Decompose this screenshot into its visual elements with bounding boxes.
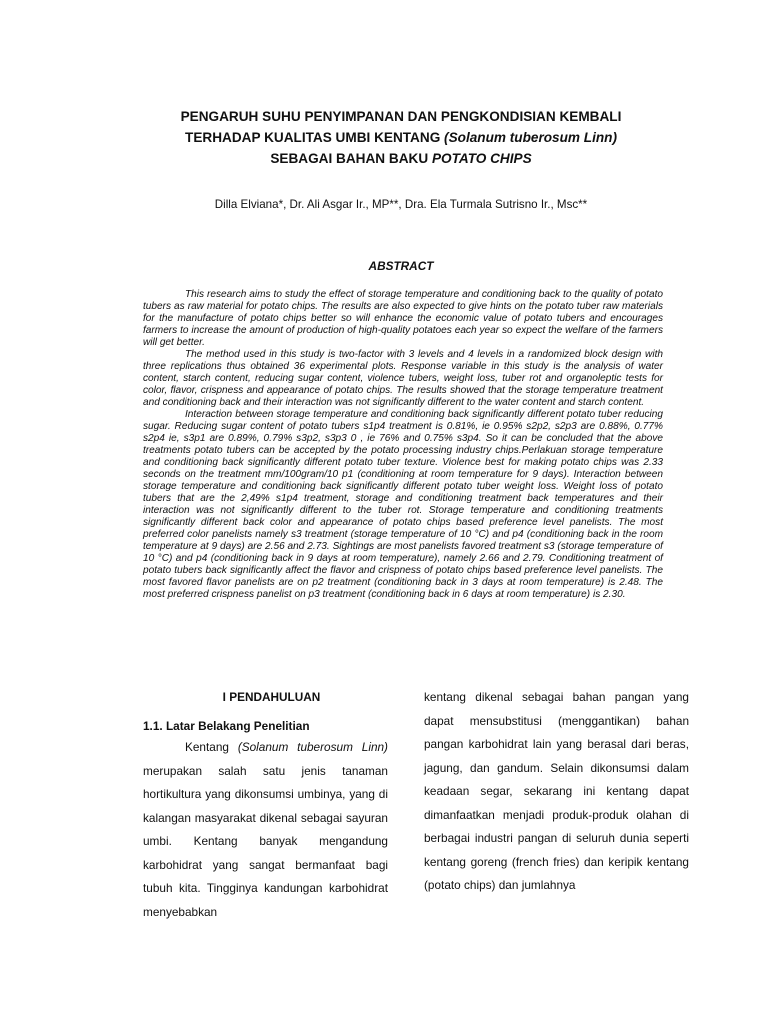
- title-line-2: [120, 127, 682, 148]
- body-paragraph: [143, 736, 388, 924]
- subsection-heading: 1.1. Latar Belakang Penelitian: [143, 719, 310, 733]
- abstract-paragraph: Interaction between storage temperature and conditioning back significantly different potato tuber reducing sugar. Reducing sugar content of potato tubers s1p4 treatment is 0.81%, ie 0.95% s2p2, s2p3 are 0.88%, 0.77% s2p4 ie, s3p1 are 0.89%, 0.79% s3p2, s3p3 0 , ie 76% and 0.75% s3p4. So it can be concluded that the above treatments potato tubers can be accepted by the potato processing industry chips.Perlakuan storage temperature and conditioning back significantly different potato tuber texture. Violence best for making potato chips was 2.33 seconds on the treatment mm/100gram/10 p1 (conditioning at room temperature for 9 days). Interaction between storage temperature and conditioning back significantly different potato tuber weight loss. Weight loss of potato tubers that are the 2,49% s1p4 treatment, storage and conditioning treatment back temperatures and their interaction was not significantly different to the tuber rot. Storage temperature and conditioning treatments significantly different back color and appearance of potato chips based preference level panelists. The most preferred color panelists namely s3 treatment (storage temperature of 10 °C) and p4 (conditioning back in the room temperature at 9 days) are 2.56 and 2.73. Sightings are most panelists favored treatment s3 (storage temperature of 10 °C) and p4 (conditioning back in 9 days at room temperature), namely 2.66 and 2.79. Conditioning treatment of potato tubers back significantly affect the flavor and crispness of potato chips based preference level panelists. The most favored flavor panelists are on p2 treatment (conditioning back in 3 days at room temperature) is 2.48. The most preferred crispness panelist on p3 treatment (conditioning back in 6 days at room temperature) is 2.30.: [143, 409, 663, 600]
- title-line-3: [120, 148, 682, 169]
- body-text-start: Kentang: [185, 740, 238, 754]
- title-line-2-text: TERHADAP KUALITAS UMBI KENTANG: [185, 130, 445, 145]
- paper-title: [120, 106, 682, 169]
- abstract-heading: ABSTRACT: [368, 259, 434, 273]
- author-list: Dilla Elviana*, Dr. Ali Asgar Ir., MP**, Dra. Ela Turmala Sutrisno Ir., Msc**: [214, 198, 588, 211]
- body-paragraph-continued: kentang dikenal sebagai bahan pangan yang dapat mensubstitusi (menggantikan) bahan pangan karbohidrat lain yang berasal dari beras, jagung, dan gandum. Selain dikonsumsi dalam keadaan segar, sekarang ini kentang dapat dimanfaatkan menjadi produk-produk olahan di berbagai industri pangan di seluruh dunia seperti kentang goreng (french fries) dan keripik kentang (potato chips) dan jumlahnya: [424, 690, 689, 892]
- body-text-rest: merupakan salah satu jenis tanaman hortikultura yang dikonsumsi umbinya, yang di kalangan masyarakat dikenal sebagai sayuran umbi. Kentang banyak mengandung karbohidrat yang sangat bermanfaat bagi tubuh kita. Tingginya kandungan karbohidrat menyebabkan: [143, 763, 388, 919]
- abstract-paragraph: This research aims to study the effect of storage temperature and conditioning back to the quality of potato tubers as raw material for potato chips. The results are also expected to give hints on the potato tuber raw materials for the manufacture of potato chips better so will enhance the economic value of potato tubers and encourages farmers to increase the amount of production of high-quality potatoes each year so expect the welfare of the farmers will get better.: [143, 289, 663, 348]
- title-line-3-text: SEBAGAI BAHAN BAKU: [270, 151, 432, 166]
- title-line-2-species: (Solanum tuberosum Linn): [444, 130, 617, 145]
- left-column: [143, 686, 388, 924]
- title-line-1: PENGARUH SUHU PENYIMPANAN DAN PENGKONDISIAN KEMBALI: [180, 109, 622, 124]
- body-species-name: (Solanum tuberosum Linn): [237, 740, 388, 754]
- abstract-body: [143, 289, 663, 601]
- title-line-3-italic: POTATO CHIPS: [431, 151, 532, 166]
- section-heading: I PENDAHULUAN: [222, 690, 321, 704]
- abstract-paragraph: The method used in this study is two-factor with 3 levels and 4 levels in a randomized block design with three replications thus obtained 36 experimental plots. Response variable in this study is the analysis of water content, starch content, reducing sugar content, violence tubers, weight loss, tuber rot and organoleptic tests for color, flavor, crispness and appearance of potato chips. The results showed that the storage temperature treatment and conditioning back and their interaction was not significantly different to the water content and starch content.: [143, 349, 663, 408]
- right-column: [424, 686, 689, 898]
